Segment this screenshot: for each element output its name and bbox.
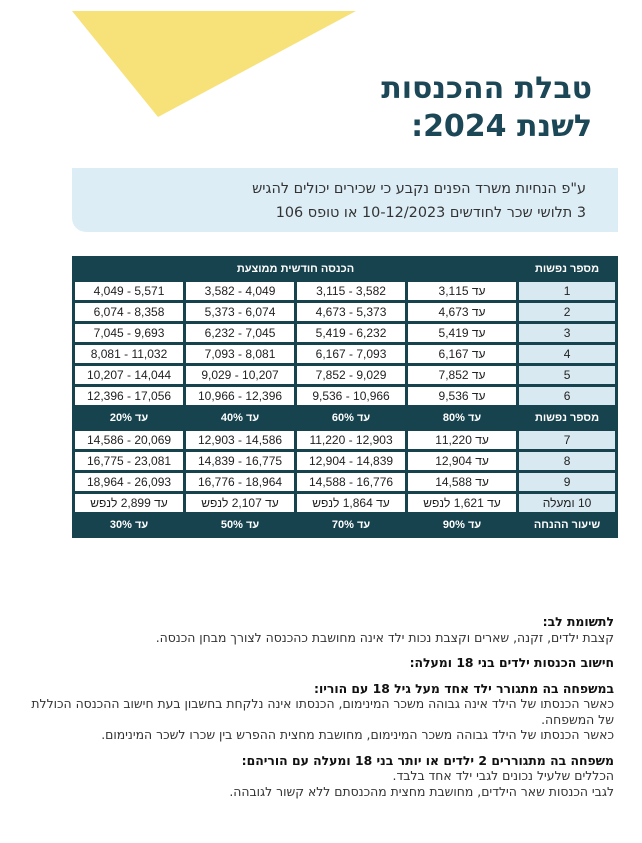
income-cell: 14,839 - 12,904: [297, 452, 405, 470]
discount-footer: עד 50%: [186, 515, 294, 535]
table-row: [75, 387, 615, 405]
row-persons: 1: [519, 282, 615, 300]
income-cell: 11,032 - 8,081: [75, 345, 183, 363]
income-cell: עד 11,220: [408, 431, 516, 449]
income-cell: עד 14,588: [408, 473, 516, 491]
income-cell: 7,093 - 6,167: [297, 345, 405, 363]
intro-line-2: 3 תלושי שכר לחודשים 10-12/2023 או טופס 106: [275, 205, 586, 221]
income-cell: 14,044 - 10,207: [75, 366, 183, 384]
income-cell: 26,093 - 18,964: [75, 473, 183, 491]
one-child-text-a: כאשר הכנסתו של הילד אינה גבוהה משכר המינימום, הכנסתו אינה נלקחת בחשבון בעת חישוב ההכנסה הכוללת של המשפחה.: [31, 696, 614, 727]
income-cell: 6,074 - 5,373: [186, 303, 294, 321]
income-cell: עד 2,107 לנפש: [186, 494, 294, 512]
table-row: [75, 452, 615, 470]
income-cell: עד 5,419: [408, 324, 516, 342]
attention-title: לתשומת לב:: [542, 614, 614, 629]
income-cell: 10,966 - 9,536: [297, 387, 405, 405]
footer-label: שיעור ההנחה: [519, 515, 615, 535]
discount-header: עד 40%: [186, 408, 294, 428]
row-persons: 10 ומעלה: [519, 494, 615, 512]
income-cell: 6,232 - 5,419: [297, 324, 405, 342]
income-cell: עד 9,536: [408, 387, 516, 405]
discount-footer: עד 30%: [75, 515, 183, 535]
income-cell: 16,775 - 14,839: [186, 452, 294, 470]
table-row: [75, 494, 615, 512]
calc-title: חישוב הכנסות ילדים בני 18 ומעלה:: [409, 655, 614, 670]
row-persons: 4: [519, 345, 615, 363]
page-title: [381, 70, 592, 146]
income-cell: עד 1,621 לנפש: [408, 494, 516, 512]
income-cell: 23,081 - 16,775: [75, 452, 183, 470]
income-table: [72, 256, 618, 538]
discount-footer: עד 70%: [297, 515, 405, 535]
income-cell: 16,776 - 14,588: [297, 473, 405, 491]
table-row: [75, 303, 615, 321]
income-cell: 12,903 - 11,220: [297, 431, 405, 449]
income-cell: 14,586 - 12,903: [186, 431, 294, 449]
table-row: [75, 473, 615, 491]
income-cell: 17,056 - 12,396: [75, 387, 183, 405]
attention-text: קצבת ילדים, זקנה, שארים וקצבת נכות ילד אינה מחושבת כהכנסה לצורך מבחן הכנסה.: [155, 629, 614, 645]
title-line-1: טבלת ההכנסות: [381, 71, 592, 106]
income-cell: 5,373 - 4,673: [297, 303, 405, 321]
income-cell: 4,049 - 3,582: [186, 282, 294, 300]
income-cell: עד 6,167: [408, 345, 516, 363]
table-header-row: [75, 259, 615, 279]
income-cell: 10,207 - 9,029: [186, 366, 294, 384]
decorative-triangle: [72, 11, 356, 117]
row-persons: 6: [519, 387, 615, 405]
income-cell: עד 7,852: [408, 366, 516, 384]
income-cell: 8,358 - 6,074: [75, 303, 183, 321]
income-cell: 8,081 - 7,093: [186, 345, 294, 363]
discount-header: עד 20%: [75, 408, 183, 428]
income-cell: 3,582 - 3,115: [297, 282, 405, 300]
row-persons: 7: [519, 431, 615, 449]
one-child-text-b: כאשר הכנסתו של הילד גבוהה משכר המינימום, מחושבת מחצית ההפרש בין שכרו לשכר המינימום.: [101, 727, 614, 742]
mid-header-persons: מספר נפשות: [519, 408, 615, 428]
income-cell: עד 2,899 לנפש: [75, 494, 183, 512]
intro-box: [72, 168, 618, 232]
two-children-text-b: לגבי הכנסות שאר הילדים, מחושבת מחצית מהכנסתם ללא קשור לגובהה.: [229, 783, 614, 799]
discount-footer: עד 90%: [408, 515, 516, 535]
table-row: [75, 282, 615, 300]
table-row: [75, 324, 615, 342]
income-cell: 9,693 - 7,045: [75, 324, 183, 342]
row-persons: 9: [519, 473, 615, 491]
row-persons: 2: [519, 303, 615, 321]
row-persons: 5: [519, 366, 615, 384]
table-row: [75, 345, 615, 363]
one-child-title: במשפחה בה מתגורר ילד אחד מעל גיל 18 עם הוריו:: [314, 680, 614, 696]
two-children-text-a: הכללים שלעיל נכונים לגבי ילד אחד בלבד.: [392, 768, 614, 783]
income-cell: עד 12,904: [408, 452, 516, 470]
table-mid-header-row: [75, 408, 615, 428]
two-children-title: משפחה בה מתגוררים 2 ילדים או יותר בני 18 ומעלה עם הוריהם:: [241, 752, 614, 768]
header-income: הכנסה חודשית ממוצעת: [75, 259, 516, 279]
discount-header: עד 60%: [297, 408, 405, 428]
income-cell: 5,571 - 4,049: [75, 282, 183, 300]
row-persons: 8: [519, 452, 615, 470]
intro-line-1: ע"פ הנחיות משרד הפנים נקבע כי שכירים יכולים להגיש: [252, 181, 586, 197]
income-cell: עד 4,673: [408, 303, 516, 321]
table-row: [75, 366, 615, 384]
header-persons: מספר נפשות: [519, 259, 615, 279]
table-row: [75, 431, 615, 449]
table-footer-row: [75, 515, 615, 535]
income-cell: 18,964 - 16,776: [186, 473, 294, 491]
income-cell: עד 1,864 לנפש: [297, 494, 405, 512]
row-persons: 3: [519, 324, 615, 342]
income-cell: 7,045 - 6,232: [186, 324, 294, 342]
discount-header: עד 80%: [408, 408, 516, 428]
notes-section: [24, 614, 614, 799]
title-line-2: לשנת 2024:: [411, 109, 592, 144]
income-cell: 12,396 - 10,966: [186, 387, 294, 405]
income-cell: 9,029 - 7,852: [297, 366, 405, 384]
income-cell: עד 3,115: [408, 282, 516, 300]
income-cell: 20,069 - 14,586: [75, 431, 183, 449]
